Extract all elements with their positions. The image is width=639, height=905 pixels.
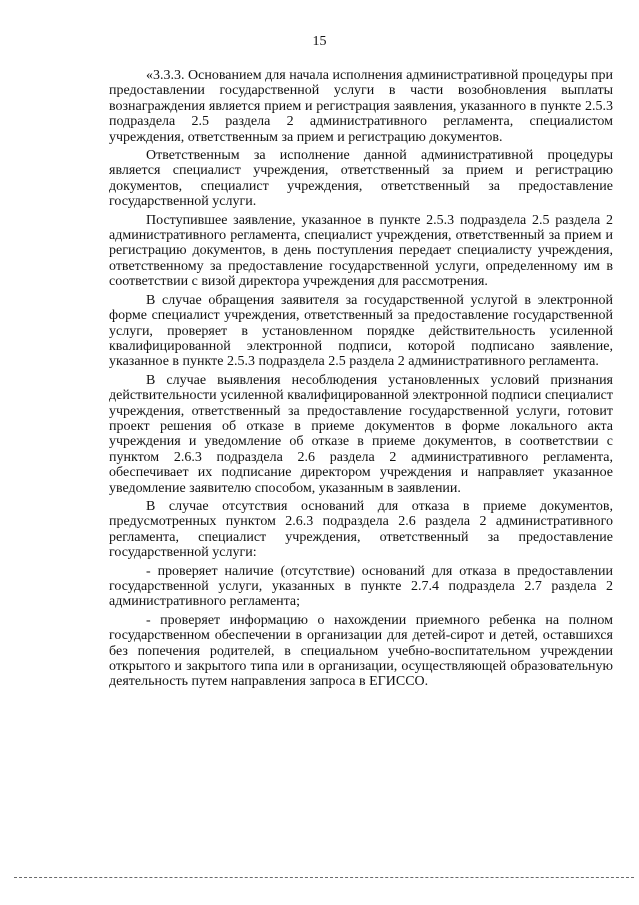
paragraph-no-grounds: В случае отсутствия оснований для отказа в приеме документов, предусмотренных пунктом 2.6.3 подраздела 2.6 раздела 2 административного регламента, специалист учреждения, ответственный за предоставление государственной услуги: <box>109 498 613 561</box>
page-bottom-divider <box>14 877 634 878</box>
paragraph-3-3-3: «3.3.3. Основанием для начала исполнения административной процедуры при предоставлении государственной услуги в части возобновления выплаты вознаграждения является прием и регистрация заявления, указанного в пункте 2.5.3 подраздела 2.5 раздела 2 административного регламента, специалистом учреждения, ответственным за прием и регистрацию документов. <box>109 68 613 145</box>
list-item-check-grounds: - проверяет наличие (отсутствие) оснований для отказа в предоставлении государственной услуги, указанных в пункте 2.7.4 подраздела 2.7 раздела 2 административного регламента; <box>109 563 613 610</box>
page-number: 15 <box>312 34 327 49</box>
paragraph-received-application: Поступившее заявление, указанное в пункте 2.5.3 подраздела 2.5 раздела 2 административного регламента, специалист учреждения, ответственный за прием и регистрацию документов, в день поступления передает специалисту учреждения, ответственному за предоставление государственной услуги, определенному им в соответствии с визой директора учреждения для рассмотрения. <box>109 212 613 290</box>
list-item-check-info: - проверяет информацию о нахождении приемного ребенка на полном государственном обеспечении в организации для детей-сирот и детей, оставшихся без попечения родителей, в специальном учебно-воспитательном учреждении открытого и закрытого типа или в организации, осуществляющей образовательную деятельность путем направления запроса в ЕГИССО. <box>109 612 613 690</box>
paragraph-signature-invalid: В случае выявления несоблюдения установленных условий признания действительности усиленной квалифицированной электронной подписи специалист учреждения, ответственный за предоставление государственной услуги, готовит проект решения об отказе в приеме документов в форме локального акта учреждения и уведомление об отказе в приеме документов, в соответствии с пунктом 2.6.3 подраздела 2.6 раздела 2 административного регламента, обеспечивает их подписание директором учреждения и направляет указанное уведомление заявителю способом, указанным в заявлении. <box>109 372 613 496</box>
document-body <box>109 68 613 693</box>
paragraph-responsible: Ответственным за исполнение данной административной процедуры является специалист учреждения, ответственный за прием и регистрацию документов, специалист учреждения, ответственный за предоставление государственной услуги. <box>109 148 613 210</box>
paragraph-electronic-form: В случае обращения заявителя за государственной услугой в электронной форме специалист учреждения, ответственный за предоставление государственной услуги, проверяет в установленном порядке действительность усиленной квалифицированной электронной подписи, которой подписано заявление, указанное в пункте 2.5.3 подраздела 2.5 раздела 2 административного регламента. <box>109 292 613 370</box>
